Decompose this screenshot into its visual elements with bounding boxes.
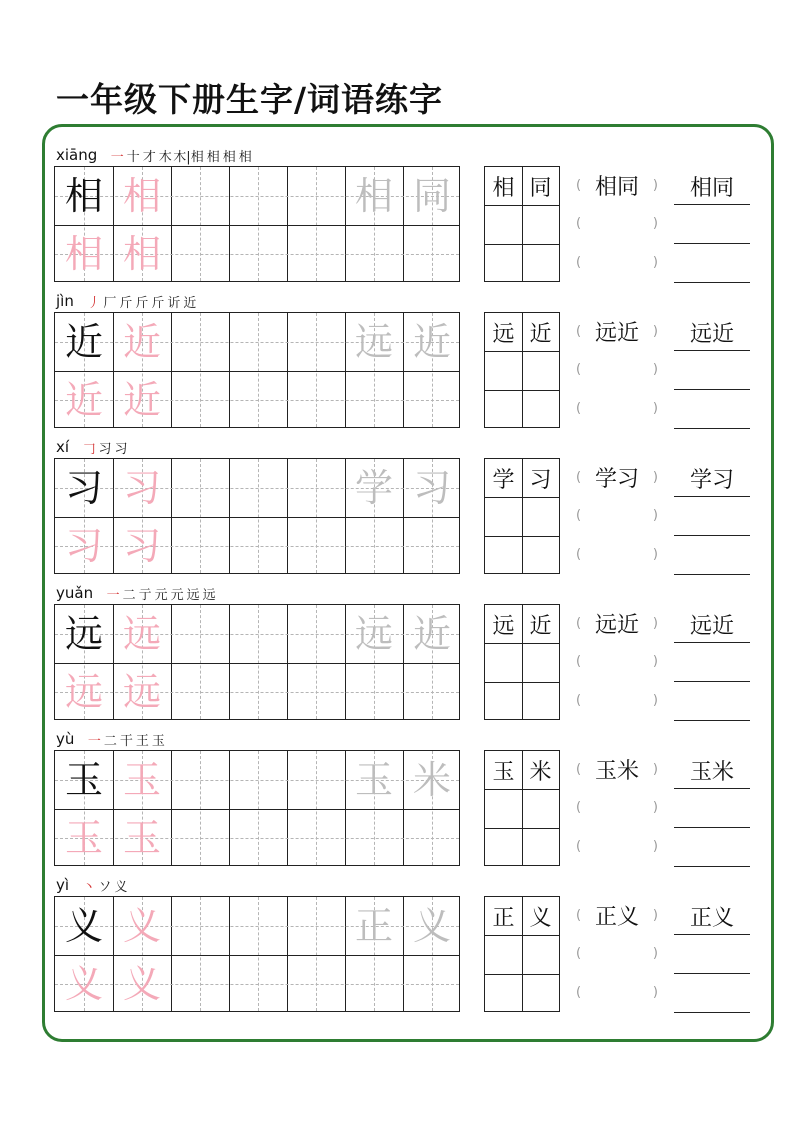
practice-section — [0, 436, 800, 582]
ghost-word-character: 远 — [354, 612, 393, 656]
ghost-word-character: 相 — [354, 174, 393, 218]
parenthesis-word: 远近 — [594, 612, 639, 638]
grid-col-line — [171, 605, 172, 719]
pinyin-stroke-row — [56, 290, 198, 312]
close-paren: ) — [652, 323, 658, 339]
close-paren: ) — [652, 254, 658, 270]
word-box-divider — [485, 536, 559, 537]
word-box-character: 近 — [529, 321, 552, 347]
word-box-divider — [485, 497, 559, 498]
writing-line — [674, 642, 750, 643]
parenthesis-word: 玉米 — [594, 758, 639, 784]
word-box-divider — [485, 682, 559, 683]
stroke-step: 相 — [222, 149, 236, 165]
writing-line — [674, 973, 750, 974]
trace-character: 远 — [122, 612, 161, 656]
grid-mid-line — [200, 459, 201, 573]
open-paren: ( — [576, 653, 582, 669]
pinyin: xiāng — [56, 146, 98, 164]
ghost-word-character: 同 — [412, 174, 451, 218]
grid-col-line — [171, 751, 172, 865]
writing-lines[interactable] — [674, 750, 750, 866]
grid-mid-line — [258, 459, 259, 573]
stroke-step: 二 — [122, 587, 136, 603]
stroke-step: 才 — [142, 149, 156, 165]
ghost-word-character: 近 — [412, 320, 451, 364]
open-paren: ( — [576, 945, 582, 961]
open-paren: ( — [576, 254, 582, 270]
parenthesis-row — [576, 642, 658, 680]
parenthesis-row — [576, 788, 658, 826]
grid-mid-line — [200, 313, 201, 427]
stroke-step: 一 — [87, 733, 101, 749]
writing-line — [674, 827, 750, 828]
writing-line — [674, 720, 750, 721]
open-paren: ( — [576, 546, 582, 562]
word-box[interactable] — [484, 750, 560, 866]
open-paren: ( — [576, 215, 582, 231]
parenthesis-column[interactable] — [576, 458, 658, 574]
model-character: 相 — [64, 174, 103, 218]
practice-section — [0, 144, 800, 290]
stroke-step: 木 — [158, 149, 172, 165]
grid-mid-line — [316, 751, 317, 865]
stroke-step: 厂 — [103, 295, 117, 311]
stroke-step: 义 — [114, 879, 128, 895]
word-box[interactable] — [484, 604, 560, 720]
word-box-character: 习 — [529, 467, 552, 493]
parenthesis-row — [576, 204, 658, 242]
grid-mid-line — [316, 605, 317, 719]
stroke-step: 斤 — [135, 295, 149, 311]
model-character: 近 — [64, 320, 103, 364]
tianzi-grid[interactable] — [54, 166, 460, 282]
open-paren: ( — [576, 984, 582, 1000]
pinyin-stroke-row — [56, 728, 166, 750]
writing-line — [674, 535, 750, 536]
parenthesis-column[interactable] — [576, 312, 658, 428]
word-box-divider — [485, 828, 559, 829]
stroke-order — [81, 438, 129, 457]
close-paren: ) — [652, 507, 658, 523]
trace-character: 近 — [122, 320, 161, 364]
grid-col-line — [229, 167, 230, 281]
grid-col-line — [287, 459, 288, 573]
word-box-divider — [485, 789, 559, 790]
grid-col-line — [287, 897, 288, 1011]
grid-mid-line — [316, 897, 317, 1011]
ghost-word-character: 米 — [412, 758, 451, 802]
word-box-character: 相 — [492, 175, 515, 201]
pinyin-stroke-row — [56, 144, 253, 166]
open-paren: ( — [576, 361, 582, 377]
stroke-order — [86, 730, 166, 749]
trace-character: 相 — [64, 232, 103, 276]
close-paren: ) — [652, 469, 658, 485]
stroke-step: 玉 — [151, 733, 165, 749]
writing-line — [674, 574, 750, 575]
parenthesis-row — [576, 496, 658, 534]
parenthesis-column[interactable] — [576, 604, 658, 720]
open-paren: ( — [576, 323, 582, 339]
ghost-word-character: 学 — [354, 466, 393, 510]
grid-col-line — [229, 313, 230, 427]
word-box[interactable] — [484, 312, 560, 428]
trace-character: 义 — [64, 962, 103, 1006]
close-paren: ) — [652, 907, 658, 923]
grid-col-line — [229, 605, 230, 719]
open-paren: ( — [576, 615, 582, 631]
stroke-step: 二 — [103, 733, 117, 749]
writing-line — [674, 204, 750, 205]
parenthesis-row — [576, 350, 658, 388]
word-box-divider — [485, 643, 559, 644]
model-character: 义 — [64, 904, 103, 948]
grid-mid-line — [258, 751, 259, 865]
parenthesis-row — [576, 604, 658, 642]
stroke-step: 干 — [119, 733, 133, 749]
close-paren: ) — [652, 400, 658, 416]
word-box-character: 玉 — [492, 759, 515, 785]
grid-mid-line — [200, 897, 201, 1011]
writing-lines[interactable] — [674, 604, 750, 720]
open-paren: ( — [576, 177, 582, 193]
stroke-order — [81, 876, 129, 895]
pinyin: yù — [56, 730, 75, 748]
open-paren: ( — [576, 400, 582, 416]
close-paren: ) — [652, 945, 658, 961]
line-word: 学习 — [689, 468, 734, 493]
parenthesis-word: 正义 — [594, 904, 639, 930]
ghost-word-character: 习 — [412, 466, 451, 510]
close-paren: ) — [652, 838, 658, 854]
stroke-step: 远 — [202, 587, 216, 603]
parenthesis-row — [576, 535, 658, 573]
word-box[interactable] — [484, 458, 560, 574]
word-box-character: 同 — [529, 175, 552, 201]
writing-lines[interactable] — [674, 896, 750, 1012]
grid-col-line — [171, 459, 172, 573]
stroke-step: 相 — [238, 149, 252, 165]
word-box-divider — [485, 244, 559, 245]
stroke-step: 斤 — [151, 295, 165, 311]
parenthesis-row — [576, 750, 658, 788]
parenthesis-column[interactable] — [576, 750, 658, 866]
stroke-step: 亍 — [138, 587, 152, 603]
ghost-word-character: 义 — [412, 904, 451, 948]
open-paren: ( — [576, 838, 582, 854]
parenthesis-row — [576, 973, 658, 1011]
parenthesis-row — [576, 681, 658, 719]
parenthesis-word: 远近 — [594, 320, 639, 346]
stroke-order — [86, 292, 198, 311]
word-box-divider — [485, 205, 559, 206]
trace-character: 远 — [64, 670, 103, 714]
grid-col-line — [287, 605, 288, 719]
pinyin: yuǎn — [56, 584, 94, 602]
close-paren: ) — [652, 615, 658, 631]
trace-character: 远 — [122, 670, 161, 714]
grid-col-line — [287, 167, 288, 281]
close-paren: ) — [652, 653, 658, 669]
stroke-step: 近 — [183, 295, 197, 311]
parenthesis-word: 相同 — [594, 174, 639, 200]
word-box-character: 米 — [529, 759, 552, 785]
grid-col-line — [287, 751, 288, 865]
stroke-step: 丿 — [87, 295, 101, 311]
pinyin: xí — [56, 438, 70, 456]
close-paren: ) — [652, 984, 658, 1000]
stroke-step: 习 — [114, 441, 128, 457]
stroke-step: 元 — [154, 587, 168, 603]
open-paren: ( — [576, 799, 582, 815]
stroke-step: ソ — [98, 879, 112, 895]
word-box-divider — [485, 974, 559, 975]
stroke-step: 王 — [135, 733, 149, 749]
practice-section — [0, 874, 800, 1020]
parenthesis-column[interactable] — [576, 896, 658, 1012]
tianzi-grid[interactable] — [54, 458, 460, 574]
ghost-word-character: 远 — [354, 320, 393, 364]
line-word: 正义 — [689, 906, 734, 931]
stroke-step: 斤 — [119, 295, 133, 311]
stroke-order — [109, 146, 253, 165]
close-paren: ) — [652, 215, 658, 231]
stroke-step: 一 — [110, 149, 124, 165]
grid-col-line — [229, 897, 230, 1011]
trace-character: 玉 — [122, 758, 161, 802]
writing-line — [674, 681, 750, 682]
writing-line — [674, 496, 750, 497]
open-paren: ( — [576, 761, 582, 777]
grid-mid-line — [258, 313, 259, 427]
stroke-step: 十 — [126, 149, 140, 165]
writing-line — [674, 788, 750, 789]
word-box-divider — [485, 390, 559, 391]
parenthesis-row — [576, 458, 658, 496]
parenthesis-word: 学习 — [594, 466, 639, 492]
writing-line — [674, 282, 750, 283]
practice-section — [0, 290, 800, 436]
tianzi-grid[interactable] — [54, 750, 460, 866]
open-paren: ( — [576, 692, 582, 708]
writing-line — [674, 243, 750, 244]
close-paren: ) — [652, 361, 658, 377]
trace-character: 习 — [122, 524, 161, 568]
trace-character: 习 — [122, 466, 161, 510]
tianzi-grid[interactable] — [54, 896, 460, 1012]
pinyin-stroke-row — [56, 874, 129, 896]
tianzi-grid[interactable] — [54, 312, 460, 428]
trace-character: 习 — [64, 524, 103, 568]
stroke-step: 元 — [170, 587, 184, 603]
writing-lines[interactable] — [674, 312, 750, 428]
grid-col-line — [171, 313, 172, 427]
word-box[interactable] — [484, 166, 560, 282]
stroke-step: 相 — [190, 149, 204, 165]
stroke-step: 木| — [173, 149, 191, 165]
word-box-divider — [485, 935, 559, 936]
parenthesis-row — [576, 896, 658, 934]
parenthesis-row — [576, 166, 658, 204]
grid-mid-line — [258, 605, 259, 719]
grid-mid-line — [258, 897, 259, 1011]
grid-mid-line — [200, 751, 201, 865]
model-character: 习 — [64, 466, 103, 510]
word-box-character: 远 — [492, 613, 515, 639]
open-paren: ( — [576, 507, 582, 523]
word-box-character: 正 — [492, 905, 515, 931]
stroke-step: 䜣 — [167, 295, 181, 311]
trace-character: 相 — [122, 174, 161, 218]
stroke-step: 远 — [186, 587, 200, 603]
model-character: 远 — [64, 612, 103, 656]
word-box-divider — [485, 351, 559, 352]
pinyin: jìn — [56, 292, 74, 310]
trace-character: 玉 — [64, 816, 103, 860]
writing-line — [674, 428, 750, 429]
open-paren: ( — [576, 907, 582, 923]
trace-character: 相 — [122, 232, 161, 276]
word-box-character: 远 — [492, 321, 515, 347]
writing-line — [674, 866, 750, 867]
close-paren: ) — [652, 692, 658, 708]
grid-mid-line — [316, 167, 317, 281]
trace-character: 玉 — [122, 816, 161, 860]
grid-col-line — [229, 751, 230, 865]
parenthesis-row — [576, 389, 658, 427]
open-paren: ( — [576, 469, 582, 485]
writing-line — [674, 389, 750, 390]
grid-col-line — [171, 897, 172, 1011]
trace-character: 近 — [122, 378, 161, 422]
close-paren: ) — [652, 546, 658, 562]
writing-line — [674, 1012, 750, 1013]
writing-lines[interactable] — [674, 458, 750, 574]
stroke-step: 习 — [98, 441, 112, 457]
stroke-order — [105, 584, 217, 603]
stroke-step: 丶 — [82, 879, 96, 895]
pinyin-stroke-row — [56, 436, 129, 458]
word-box-character: 近 — [529, 613, 552, 639]
pinyin: yì — [56, 876, 70, 894]
writing-line — [674, 934, 750, 935]
ghost-word-character: 近 — [412, 612, 451, 656]
close-paren: ) — [652, 799, 658, 815]
parenthesis-row — [576, 827, 658, 865]
ghost-word-character: 正 — [354, 904, 393, 948]
line-word: 远近 — [689, 614, 734, 639]
writing-line — [674, 350, 750, 351]
line-word: 相同 — [689, 176, 734, 201]
close-paren: ) — [652, 177, 658, 193]
page-title: 一年级下册生字/词语练字 — [56, 80, 444, 119]
word-box-character: 义 — [529, 905, 552, 931]
grid-mid-line — [258, 167, 259, 281]
pinyin-stroke-row — [56, 582, 217, 604]
word-box[interactable] — [484, 896, 560, 1012]
grid-mid-line — [316, 459, 317, 573]
practice-section — [0, 582, 800, 728]
stroke-step: 𠃌 — [82, 441, 96, 457]
writing-lines[interactable] — [674, 166, 750, 282]
parenthesis-row — [576, 934, 658, 972]
practice-section — [0, 728, 800, 874]
grid-col-line — [171, 167, 172, 281]
grid-col-line — [287, 313, 288, 427]
line-word: 远近 — [689, 322, 734, 347]
grid-mid-line — [200, 605, 201, 719]
parenthesis-column[interactable] — [576, 166, 658, 282]
ghost-word-character: 玉 — [354, 758, 393, 802]
line-word: 玉米 — [689, 760, 734, 785]
grid-mid-line — [200, 167, 201, 281]
parenthesis-row — [576, 243, 658, 281]
trace-character: 义 — [122, 962, 161, 1006]
stroke-step: 一 — [106, 587, 120, 603]
word-box-character: 学 — [492, 467, 515, 493]
grid-col-line — [229, 459, 230, 573]
model-character: 玉 — [64, 758, 103, 802]
trace-character: 义 — [122, 904, 161, 948]
trace-character: 近 — [64, 378, 103, 422]
stroke-step: 相 — [206, 149, 220, 165]
parenthesis-row — [576, 312, 658, 350]
close-paren: ) — [652, 761, 658, 777]
tianzi-grid[interactable] — [54, 604, 460, 720]
grid-mid-line — [316, 313, 317, 427]
